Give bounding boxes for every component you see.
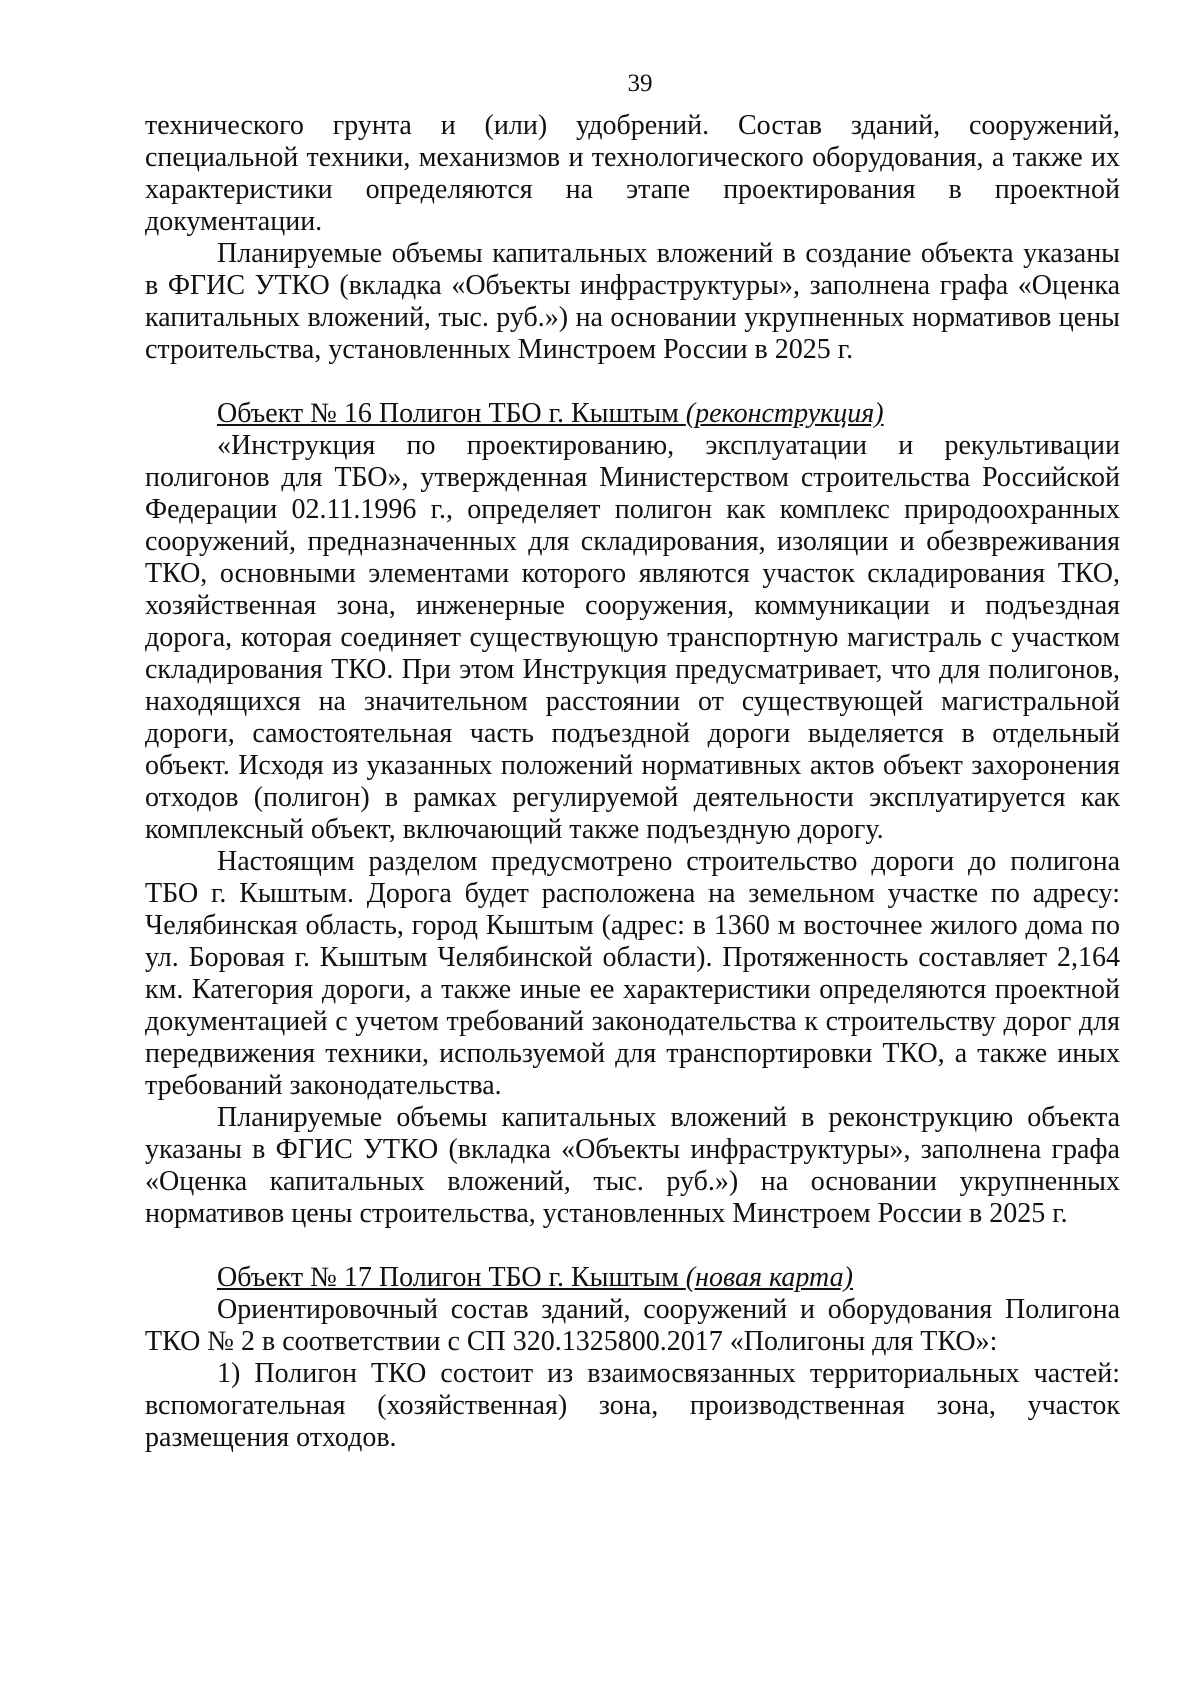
section-16-paragraph-3: Планируемые объемы капитальных вложений в реконструкцию объекта указаны в ФГИС УТКО (вкладка «Объекты инфраструктуры», заполнена графа «Оценка капитальных вложений, тыс. руб.») на основании укрупненных нормативов цены строительства, установленных Минстроем России в 2025 г. (145, 1102, 1120, 1229)
section-16-heading (145, 398, 1120, 430)
page-number: 39 (627, 70, 653, 97)
section-17-heading (145, 1262, 1120, 1294)
paragraph-top-1: технического грунта и (или) удобрений. Состав зданий, сооружений, специальной техники, механизмов и технологического оборудования, а также их характеристики определяются на этапе проектирования в проектной документации. (145, 110, 1120, 237)
section-16-heading-text: Объект № 16 Полигон ТБО г. Кыштым (217, 398, 686, 429)
section-17-paragraph-2: 1) Полигон ТКО состоит из взаимосвязанных территориальных частей: вспомогательная (хозяйственная) зона, производственная зона, участок размещения отходов. (145, 1358, 1120, 1453)
paragraph-top-2: Планируемые объемы капитальных вложений в создание объекта указаны в ФГИС УТКО (вкладка «Объекты инфраструктуры», заполнена графа «Оценка капитальных вложений, тыс. руб.») на основании укрупненных нормативов цены строительства, установленных Минстроем России в 2025 г. (145, 238, 1120, 365)
section-17-paragraph-1: Ориентировочный состав зданий, сооружений и оборудования Полигона ТКО № 2 в соответствии с СП 320.1325800.2017 «Полигоны для ТКО»: (145, 1294, 1120, 1357)
section-16-heading-italic: (реконструкция) (685, 398, 884, 429)
document-page (145, 68, 1120, 1454)
section-17-heading-text: Объект № 17 Полигон ТБО г. Кыштым (217, 1262, 686, 1293)
section-16-paragraph-1: «Инструкция по проектированию, эксплуатации и рекультивации полигонов для ТБО», утвержденная Министерством строительства Российской Федерации 02.11.1996 г., определяет полигон как комплекс природоохранных сооружений, предназначенных для складирования, изоляции и обезвреживания ТКО, основными элементами которого являются участок складирования ТКО, хозяйственная зона, инженерные сооружения, коммуникации и подъездная дорога, которая соединяет существующую транспортную магистраль с участком складирования ТКО. При этом Инструкция предусматривает, что для полигонов, находящихся на значительном расстоянии от существующей магистральной дороги, самостоятельная часть подъездной дороги выделяется в отдельный объект. Исходя из указанных положений нормативных актов объект захоронения отходов (полигон) в рамках регулируемой деятельности эксплуатируется как комплексный объект, включающий также подъездную дорогу. (145, 430, 1120, 845)
section-17-heading-italic: (новая карта) (685, 1262, 853, 1293)
section-16-paragraph-2: Настоящим разделом предусмотрено строительство дороги до полигона ТБО г. Кыштым. Дорога будет расположена на земельном участке по адресу: Челябинская область, город Кыштым (адрес: в 1360 м восточнее жилого дома по ул. Боровая г. Кыштым Челябинской области). Протяженность составляет 2,164 км. Категория дороги, а также иные ее характеристики определяются проектной документацией с учетом требований законодательства к строительству дорог для передвижения техники, используемой для транспортировки ТКО, а также иных требований законодательства. (145, 846, 1120, 1101)
